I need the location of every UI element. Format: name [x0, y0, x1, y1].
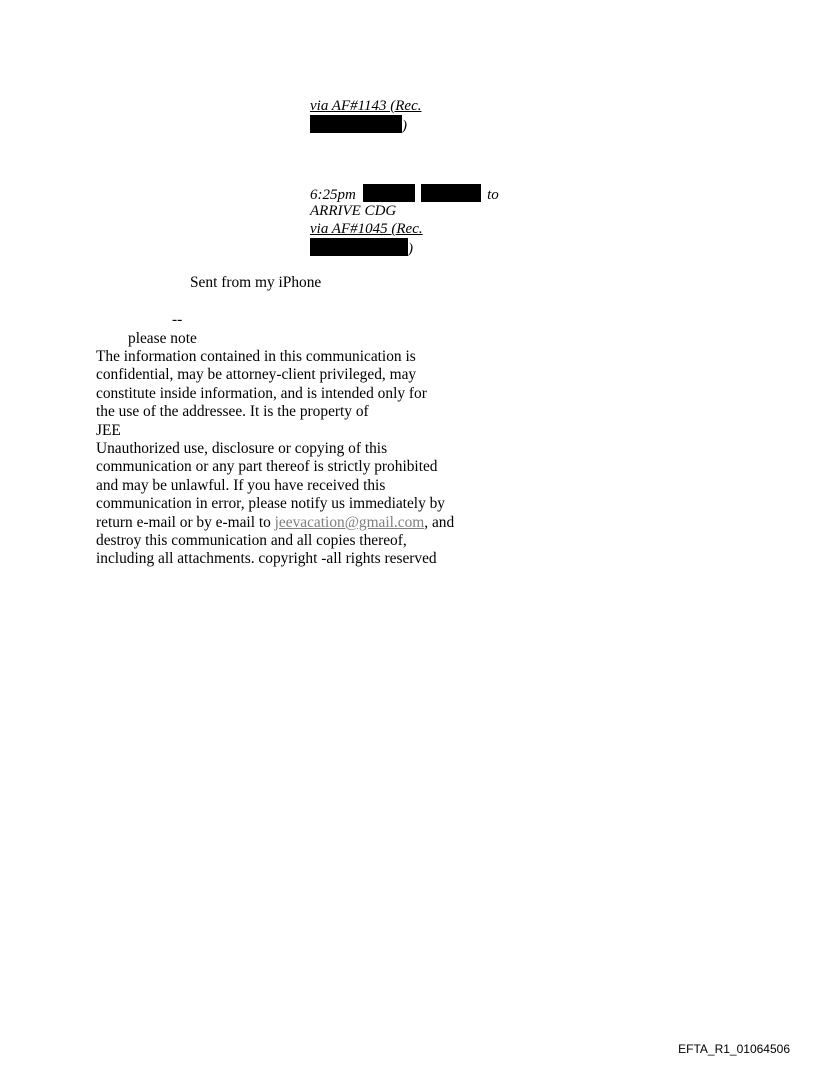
flight-2-time: 6:25pm — [310, 187, 356, 203]
redaction-box — [363, 184, 415, 202]
flight-2-record-line — [310, 238, 413, 258]
disclaimer-line: constitute inside information, and is intended only for — [96, 384, 427, 402]
flight-1-record-tail: ) — [402, 118, 407, 134]
disclaimer-line-with-link — [96, 514, 454, 532]
disclaimer-line: JEE — [96, 421, 121, 439]
disclaimer-line: communication or any part thereof is strictly prohibited — [96, 458, 438, 476]
email-signature: Sent from my iPhone — [190, 274, 322, 291]
disclaimer-line: communication in error, please notify us immediately by — [96, 495, 446, 513]
flight-2-via-line: via AF#1045 (Rec. — [310, 221, 423, 237]
redaction-box — [421, 184, 481, 202]
disclaimer-line: including all attachments. copyright -all rights reserved — [96, 550, 437, 568]
flight-2-time-line — [310, 184, 499, 204]
disclaimer-line: The information contained in this communication is — [96, 348, 416, 365]
flight-2-arrive-line: ARRIVE CDG — [310, 203, 397, 219]
note-heading: please note — [128, 330, 197, 347]
confidentiality-disclaimer — [96, 348, 454, 569]
redaction-box — [310, 238, 408, 256]
disclaimer-line: confidential, may be attorney-client privileged, may — [96, 366, 417, 384]
disclaimer-line: the use of the addressee. It is the property of — [96, 403, 369, 421]
redaction-box — [310, 115, 402, 133]
flight-2-to: to — [487, 187, 499, 203]
flight-1-record-line — [310, 115, 407, 135]
flight-1-via-line: via AF#1143 (Rec. — [310, 98, 422, 114]
flight-2-record-tail: ) — [408, 241, 413, 257]
link-prefix: return e-mail or by e-mail to — [96, 513, 275, 531]
disclaimer-line: Unauthorized use, disclosure or copying of this — [96, 440, 388, 458]
email-link[interactable]: jeevacation@gmail.com — [274, 513, 425, 531]
link-suffix: , and — [424, 513, 455, 531]
disclaimer-line: destroy this communication and all copies thereof, — [96, 532, 407, 550]
disclaimer-line: and may be unlawful. If you have received this — [96, 476, 386, 494]
document-id: EFTA_R1_01064506 — [678, 1042, 790, 1056]
signature-separator: -- — [172, 311, 183, 328]
